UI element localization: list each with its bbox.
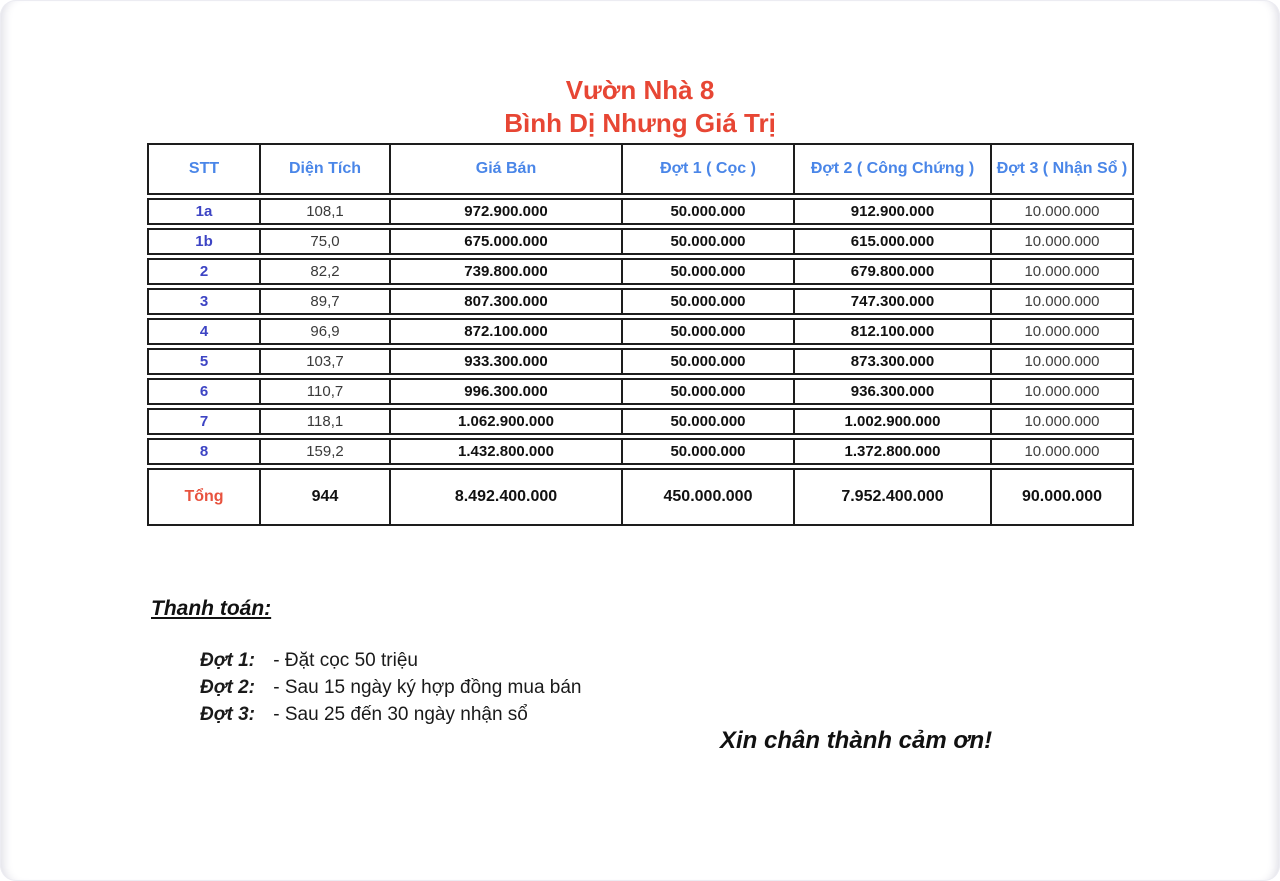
payment-note-text: - Đặt cọc 50 triệu	[273, 650, 418, 671]
cell-dot-3: 10.000.000	[990, 378, 1134, 405]
col-header-gia-ban: Giá Bán	[389, 143, 621, 195]
cell-dot-1: 50.000.000	[621, 348, 793, 375]
cell-dot-2: 747.300.000	[793, 288, 990, 315]
payment-note-text: - Sau 15 ngày ký hợp đồng mua bán	[273, 677, 582, 698]
cell-total-dot-3: 90.000.000	[990, 468, 1134, 526]
cell-dot-3: 10.000.000	[990, 288, 1134, 315]
payment-notes	[200, 647, 582, 728]
cell-dien-tich: 103,7	[259, 348, 389, 375]
payment-heading: Thanh toán:	[151, 597, 272, 620]
cell-dien-tich: 89,7	[259, 288, 389, 315]
cell-stt: 1a	[147, 198, 259, 225]
table-row	[147, 288, 1134, 315]
cell-dot-1: 50.000.000	[621, 378, 793, 405]
cell-dien-tich: 110,7	[259, 378, 389, 405]
cell-dot-2: 936.300.000	[793, 378, 990, 405]
cell-gia-ban: 675.000.000	[389, 228, 621, 255]
cell-stt: 6	[147, 378, 259, 405]
col-header-dien-tich: Diện Tích	[259, 143, 389, 195]
table-header-row	[147, 143, 1134, 195]
cell-stt: 5	[147, 348, 259, 375]
cell-gia-ban: 996.300.000	[389, 378, 621, 405]
table-row	[147, 228, 1134, 255]
cell-dot-2: 679.800.000	[793, 258, 990, 285]
cell-dot-1: 50.000.000	[621, 228, 793, 255]
closing-note: Xin chân thành cảm ơn!	[720, 727, 993, 754]
table-row	[147, 198, 1134, 225]
payment-note	[200, 674, 582, 701]
cell-gia-ban: 1.062.900.000	[389, 408, 621, 435]
cell-dot-3: 10.000.000	[990, 258, 1134, 285]
cell-total-dien-tich: 944	[259, 468, 389, 526]
table-row	[147, 348, 1134, 375]
cell-dot-2: 1.372.800.000	[793, 438, 990, 465]
cell-dien-tich: 96,9	[259, 318, 389, 345]
cell-dot-2: 1.002.900.000	[793, 408, 990, 435]
cell-dot-1: 50.000.000	[621, 318, 793, 345]
price-table	[147, 140, 1134, 529]
cell-gia-ban: 1.432.800.000	[389, 438, 621, 465]
cell-dot-3: 10.000.000	[990, 438, 1134, 465]
cell-stt: 2	[147, 258, 259, 285]
cell-dot-1: 50.000.000	[621, 258, 793, 285]
cell-gia-ban: 933.300.000	[389, 348, 621, 375]
cell-stt: 8	[147, 438, 259, 465]
cell-dien-tich: 82,2	[259, 258, 389, 285]
cell-dot-2: 912.900.000	[793, 198, 990, 225]
cell-gia-ban: 872.100.000	[389, 318, 621, 345]
cell-dien-tich: 118,1	[259, 408, 389, 435]
table-row	[147, 408, 1134, 435]
title-line-1: Vườn Nhà 8	[565, 75, 715, 105]
cell-total-gia-ban: 8.492.400.000	[389, 468, 621, 526]
cell-dot-1: 50.000.000	[621, 288, 793, 315]
col-header-stt: STT	[147, 143, 259, 195]
cell-dot-2: 615.000.000	[793, 228, 990, 255]
table-row	[147, 318, 1134, 345]
payment-note	[200, 701, 582, 728]
cell-gia-ban: 739.800.000	[389, 258, 621, 285]
cell-dot-1: 50.000.000	[621, 198, 793, 225]
cell-dot-3: 10.000.000	[990, 228, 1134, 255]
cell-gia-ban: 972.900.000	[389, 198, 621, 225]
col-header-dot-3: Đợt 3 ( Nhận Sổ )	[990, 143, 1134, 195]
payment-note	[200, 647, 582, 674]
payment-note-label: Đợt 2:	[200, 677, 255, 698]
cell-dien-tich: 108,1	[259, 198, 389, 225]
cell-dot-2: 812.100.000	[793, 318, 990, 345]
cell-stt: 3	[147, 288, 259, 315]
document-title	[0, 74, 1280, 140]
payment-note-label: Đợt 3:	[200, 704, 255, 725]
cell-dot-3: 10.000.000	[990, 198, 1134, 225]
cell-dot-2: 873.300.000	[793, 348, 990, 375]
table-row	[147, 258, 1134, 285]
cell-dot-3: 10.000.000	[990, 408, 1134, 435]
cell-total-label: Tổng	[147, 468, 259, 526]
table-row	[147, 438, 1134, 465]
cell-stt: 1b	[147, 228, 259, 255]
cell-dot-3: 10.000.000	[990, 348, 1134, 375]
cell-stt: 7	[147, 408, 259, 435]
cell-total-dot-1: 450.000.000	[621, 468, 793, 526]
table-total-row	[147, 468, 1134, 526]
cell-dot-1: 50.000.000	[621, 438, 793, 465]
cell-stt: 4	[147, 318, 259, 345]
col-header-dot-1: Đợt 1 ( Cọc )	[621, 143, 793, 195]
cell-gia-ban: 807.300.000	[389, 288, 621, 315]
cell-dien-tich: 159,2	[259, 438, 389, 465]
table-row	[147, 378, 1134, 405]
payment-note-label: Đợt 1:	[200, 650, 255, 671]
cell-dien-tich: 75,0	[259, 228, 389, 255]
title-line-2: Bình Dị Nhưng Giá Trị	[504, 108, 776, 138]
cell-dot-1: 50.000.000	[621, 408, 793, 435]
payment-note-text: - Sau 25 đến 30 ngày nhận sổ	[273, 704, 528, 725]
cell-dot-3: 10.000.000	[990, 318, 1134, 345]
cell-total-dot-2: 7.952.400.000	[793, 468, 990, 526]
col-header-dot-2: Đợt 2 ( Công Chứng )	[793, 143, 990, 195]
